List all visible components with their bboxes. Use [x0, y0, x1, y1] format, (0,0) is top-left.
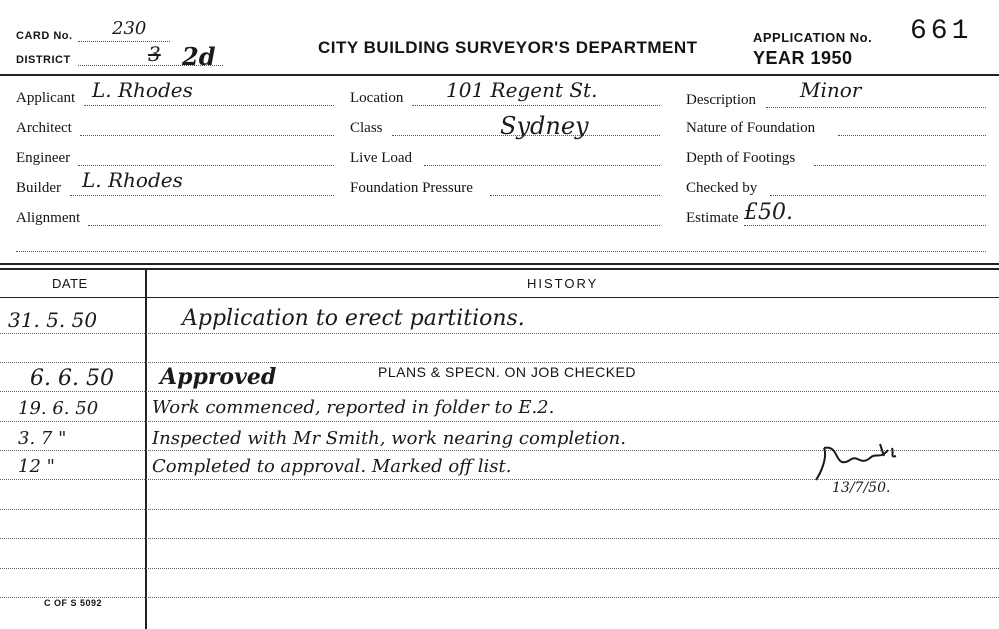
district-value: 2d: [182, 42, 216, 71]
foundation-pressure-label: Foundation Pressure: [350, 180, 473, 196]
department-title: CITY BUILDING SURVEYOR'S DEPARTMENT: [318, 38, 698, 57]
row-rule: [0, 333, 999, 334]
application-no-label: APPLICATION No.: [753, 30, 873, 45]
row-rule: [0, 362, 999, 363]
history-date: 19. 6. 50: [18, 398, 99, 419]
card-no-label: CARD No.: [16, 30, 73, 42]
live-load-line: [424, 165, 660, 166]
architect-line: [80, 135, 334, 136]
depth-of-footings-label: Depth of Footings: [686, 150, 796, 166]
row-rule: [0, 597, 999, 598]
alignment-line: [88, 225, 660, 226]
row-rule: [0, 391, 999, 392]
row-rule: [0, 538, 999, 539]
history-entry: Application to erect partitions.: [182, 306, 525, 331]
history-entry: Work commenced, reported in folder to E.2.: [152, 397, 555, 418]
history-date: 6. 6. 50: [30, 366, 114, 391]
estimate-label: Estimate: [686, 210, 739, 226]
depth-of-footings-line: [814, 165, 986, 166]
location-value: 101 Regent St.: [446, 78, 598, 102]
district-old-value: 3: [148, 42, 161, 66]
alignment-label: Alignment: [16, 210, 81, 226]
row-rule: [0, 509, 999, 510]
checked-by-label: Checked by: [686, 180, 758, 196]
history-date: 31. 5. 50: [8, 308, 98, 332]
blank-line: [16, 251, 986, 252]
signature-date: 13/7/50.: [832, 480, 891, 496]
engineer-label: Engineer: [16, 150, 71, 166]
location-label: Location: [350, 90, 404, 106]
estimate-value: £50.: [744, 200, 793, 225]
location-line: [412, 105, 660, 106]
history-date: 3. 7 ": [18, 428, 67, 449]
card-no-value: 230: [112, 18, 147, 39]
plans-checked-stamp: PLANS & SPECN. ON JOB CHECKED: [378, 364, 637, 380]
nature-of-foundation-line: [838, 135, 986, 136]
architect-label: Architect: [16, 120, 72, 136]
live-load-label: Live Load: [350, 150, 413, 166]
district-label: DISTRICT: [16, 54, 71, 66]
table-top-rule: [0, 263, 999, 265]
application-no-value: 661: [910, 16, 973, 47]
description-label: Description: [686, 92, 756, 108]
description-line: [766, 107, 986, 108]
history-header: HISTORY: [527, 276, 599, 291]
builder-value: L. Rhodes: [82, 168, 183, 192]
applicant-line: [84, 105, 334, 106]
table-top-rule-2: [0, 268, 999, 270]
date-header: DATE: [52, 276, 88, 291]
foundation-pressure-line: [490, 195, 660, 196]
class-value: Sydney: [500, 112, 589, 140]
description-value: Minor: [800, 78, 862, 102]
applicant-label: Applicant: [16, 90, 76, 106]
history-entry: Approved: [160, 364, 277, 390]
header-row-rule: [0, 297, 999, 298]
form-code: C OF S 5092: [44, 598, 103, 608]
history-entry: Inspected with Mr Smith, work nearing completion.: [152, 428, 626, 449]
builder-label: Builder: [16, 180, 61, 196]
year-label: YEAR 1950: [753, 48, 853, 68]
engineer-line: [78, 165, 334, 166]
class-label: Class: [350, 120, 383, 136]
applicant-value: L. Rhodes: [92, 78, 193, 102]
row-rule: [0, 568, 999, 569]
builder-line: [70, 195, 334, 196]
header-divider: [0, 74, 999, 76]
nature-of-foundation-label: Nature of Foundation: [686, 120, 816, 136]
history-entry: Completed to approval. Marked off list.: [152, 456, 512, 477]
checked-by-line: [770, 195, 986, 196]
history-date: 12 ": [18, 456, 55, 477]
estimate-line: [744, 225, 986, 226]
row-rule: [0, 421, 999, 422]
